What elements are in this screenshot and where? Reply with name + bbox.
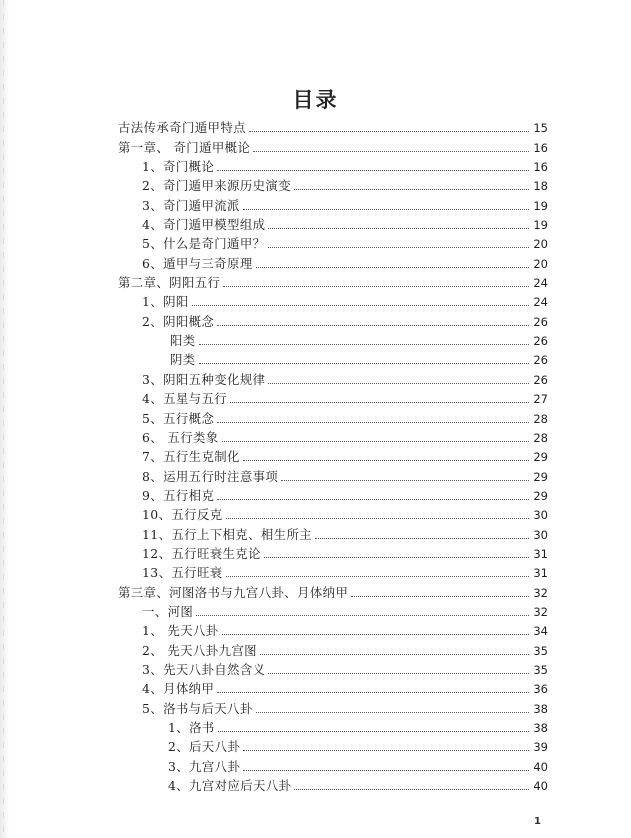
- toc-leader-dots: [268, 383, 529, 384]
- toc-entry[interactable]: [118, 658, 548, 677]
- toc-entry-label: 10、五行反克: [142, 507, 223, 523]
- toc-entry-page: 16: [533, 140, 548, 155]
- toc-entry-page: 19: [533, 198, 548, 213]
- toc-leader-dots: [223, 286, 529, 287]
- toc-entry[interactable]: [118, 348, 548, 367]
- toc-entry-page: 26: [533, 314, 548, 329]
- toc-entry[interactable]: [118, 619, 548, 638]
- toc-entry-page: 20: [533, 256, 548, 271]
- toc-entry[interactable]: [118, 155, 548, 174]
- toc-entry-page: 24: [533, 276, 548, 291]
- toc-entry-label: 第一章、 奇门遁甲概论: [118, 139, 251, 155]
- toc-entry[interactable]: [118, 116, 548, 135]
- toc-entry-label: 一、河图: [142, 603, 194, 619]
- toc-entry[interactable]: [118, 426, 548, 445]
- toc-entry-label: 7、五行生克制化: [142, 449, 240, 465]
- toc-leader-dots: [253, 151, 529, 152]
- toc-entry-page: 38: [533, 721, 548, 735]
- toc-entry-page: 26: [533, 372, 548, 387]
- toc-leader-dots: [243, 209, 529, 210]
- toc-entry-page: 29: [533, 488, 548, 503]
- toc-entry[interactable]: [118, 174, 548, 193]
- toc-entry[interactable]: [118, 464, 548, 483]
- toc-entry[interactable]: [118, 387, 548, 406]
- toc-entry-label: 6、遁甲与三奇原理: [142, 255, 253, 271]
- toc-leader-dots: [199, 344, 529, 345]
- toc-leader-dots: [260, 654, 529, 655]
- toc-entry[interactable]: [118, 716, 548, 735]
- toc-entry[interactable]: [118, 193, 548, 212]
- toc-entry[interactable]: [118, 580, 548, 599]
- toc-entry[interactable]: [118, 774, 548, 793]
- toc-entry-label: 9、五行相克: [142, 487, 215, 503]
- table-of-contents: [118, 116, 548, 793]
- toc-entry[interactable]: [118, 484, 548, 503]
- toc-leader-dots: [192, 305, 529, 306]
- toc-entry-page: 38: [533, 701, 548, 716]
- toc-entry-page: 31: [533, 566, 548, 581]
- toc-entry[interactable]: [118, 735, 548, 754]
- toc-entry-label: 8、运用五行时注意事项: [142, 468, 279, 484]
- toc-entry-page: 15: [533, 121, 548, 136]
- toc-entry-label: 3、先天八卦自然含义: [142, 661, 266, 677]
- toc-entry[interactable]: [118, 329, 548, 348]
- toc-leader-dots: [315, 538, 529, 539]
- toc-entry-page: 35: [533, 643, 548, 658]
- toc-entry-page: 27: [533, 392, 548, 407]
- toc-entry[interactable]: [118, 445, 548, 464]
- toc-entry-page: 29: [533, 450, 548, 465]
- toc-entry-label: 5、五行概念: [142, 410, 215, 426]
- toc-leader-dots: [351, 596, 529, 597]
- toc-entry-label: 5、什么是奇门遁甲？: [142, 236, 266, 252]
- toc-entry[interactable]: [118, 232, 548, 251]
- toc-entry[interactable]: [118, 213, 548, 232]
- toc-entry-label: 2、奇门遁甲来源历史演变: [142, 178, 291, 194]
- toc-entry[interactable]: [118, 290, 548, 309]
- toc-leader-dots: [218, 731, 529, 732]
- toc-entry-page: 32: [533, 604, 548, 619]
- toc-entry-page: 29: [533, 469, 548, 484]
- toc-entry[interactable]: [118, 522, 548, 541]
- toc-entry[interactable]: [118, 561, 548, 580]
- toc-entry[interactable]: [118, 600, 548, 619]
- toc-entry-page: 19: [533, 218, 548, 233]
- toc-leader-dots: [249, 131, 529, 132]
- toc-entry-label: 3、九宫八卦: [168, 758, 241, 774]
- toc-entry[interactable]: [118, 309, 548, 328]
- toc-entry-label: 4、月体纳甲: [142, 681, 215, 697]
- toc-entry-label: 第三章、河图洛书与九宫八卦、月体纳甲: [118, 584, 349, 600]
- toc-entry-page: 16: [533, 160, 548, 175]
- toc-entry-page: 40: [533, 759, 548, 774]
- toc-leader-dots: [222, 441, 529, 442]
- toc-leader-dots: [217, 170, 529, 171]
- toc-leader-dots: [268, 228, 529, 229]
- toc-entry-label: 1、阴阳: [142, 294, 189, 310]
- toc-entry-label: 2、后天八卦: [168, 739, 241, 755]
- toc-leader-dots: [217, 692, 529, 693]
- toc-leader-dots: [256, 267, 529, 268]
- toc-leader-dots: [226, 518, 529, 519]
- toc-entry-label: 5、洛书与后天八卦: [142, 700, 253, 716]
- toc-entry-label: 2、 先天八卦九宫图: [142, 642, 257, 658]
- toc-entry-label: 1、奇门概论: [142, 159, 215, 175]
- toc-leader-dots: [222, 634, 529, 635]
- toc-leader-dots: [199, 363, 529, 364]
- toc-entry-page: 34: [533, 624, 548, 639]
- toc-entry-label: 1、洛书: [168, 720, 215, 735]
- toc-leader-dots: [217, 499, 529, 500]
- toc-entry-page: 39: [533, 740, 548, 755]
- toc-entry[interactable]: [118, 251, 548, 270]
- toc-entry-page: 18: [533, 179, 548, 194]
- toc-leader-dots: [243, 770, 529, 771]
- toc-entry-page: 26: [533, 334, 548, 349]
- toc-entry-label: 阴类: [170, 352, 196, 368]
- toc-entry-page: 32: [533, 585, 548, 600]
- toc-entry-page: 20: [533, 237, 548, 252]
- toc-leader-dots: [268, 247, 529, 248]
- toc-leader-dots: [256, 712, 529, 713]
- toc-leader-dots: [281, 480, 529, 481]
- toc-entry[interactable]: [118, 135, 548, 154]
- toc-leader-dots: [268, 673, 529, 674]
- toc-entry-label: 第二章、阴阳五行: [118, 275, 221, 291]
- toc-leader-dots: [230, 402, 529, 403]
- toc-leader-dots: [196, 615, 529, 616]
- toc-entry-page: 28: [533, 411, 548, 426]
- toc-entry-label: 6、 五行类象: [142, 429, 219, 445]
- toc-leader-dots: [243, 460, 529, 461]
- page-title: 目录: [292, 87, 339, 112]
- toc-entry-page: 36: [533, 682, 548, 697]
- toc-entry-label: 3、奇门遁甲流派: [142, 197, 240, 213]
- scan-edge-shadow: [0, 0, 10, 838]
- toc-entry[interactable]: [118, 696, 548, 715]
- toc-entry-page: 40: [533, 779, 548, 794]
- toc-entry-label: 4、奇门遁甲模型组成: [142, 217, 266, 233]
- toc-entry-label: 4、五星与五行: [142, 391, 228, 407]
- toc-entry-page: 30: [533, 508, 548, 523]
- toc-entry-page: 28: [533, 430, 548, 445]
- toc-entry[interactable]: [118, 367, 548, 386]
- page-number: 1: [534, 816, 541, 827]
- toc-entry[interactable]: [118, 542, 548, 561]
- toc-entry[interactable]: [118, 406, 548, 425]
- toc-entry-label: 13、五行旺衰: [142, 565, 223, 581]
- toc-leader-dots: [217, 422, 529, 423]
- toc-entry-page: 26: [533, 353, 548, 368]
- toc-entry-label: 2、阴阳概念: [142, 313, 215, 329]
- toc-leader-dots: [294, 789, 529, 790]
- toc-entry-label: 1、 先天八卦: [142, 623, 219, 639]
- toc-entry-label: 12、五行旺衰生克论: [142, 545, 261, 561]
- toc-leader-dots: [243, 750, 529, 751]
- toc-leader-dots: [217, 325, 529, 326]
- toc-entry-page: 31: [533, 546, 548, 561]
- toc-entry[interactable]: [118, 271, 548, 290]
- toc-entry-label: 11、五行上下相克、相生所主: [142, 526, 313, 542]
- toc-entry[interactable]: [118, 754, 548, 773]
- toc-leader-dots: [264, 557, 529, 558]
- toc-entry[interactable]: [118, 677, 548, 696]
- toc-entry-label: 3、阴阳五种变化规律: [142, 371, 266, 387]
- scan-edge-line: [3, 0, 4, 838]
- toc-entry-label: 阳类: [170, 333, 196, 349]
- toc-entry[interactable]: [118, 503, 548, 522]
- toc-entry-label: 4、九宫对应后天八卦: [168, 778, 292, 794]
- toc-entry-page: 30: [533, 527, 548, 542]
- toc-leader-dots: [226, 576, 529, 577]
- toc-entry[interactable]: [118, 638, 548, 657]
- toc-entry-label: 古法传承奇门遁甲特点: [118, 120, 246, 136]
- toc-entry-page: 35: [533, 662, 548, 677]
- toc-entry-page: 24: [533, 295, 548, 310]
- toc-leader-dots: [294, 189, 529, 190]
